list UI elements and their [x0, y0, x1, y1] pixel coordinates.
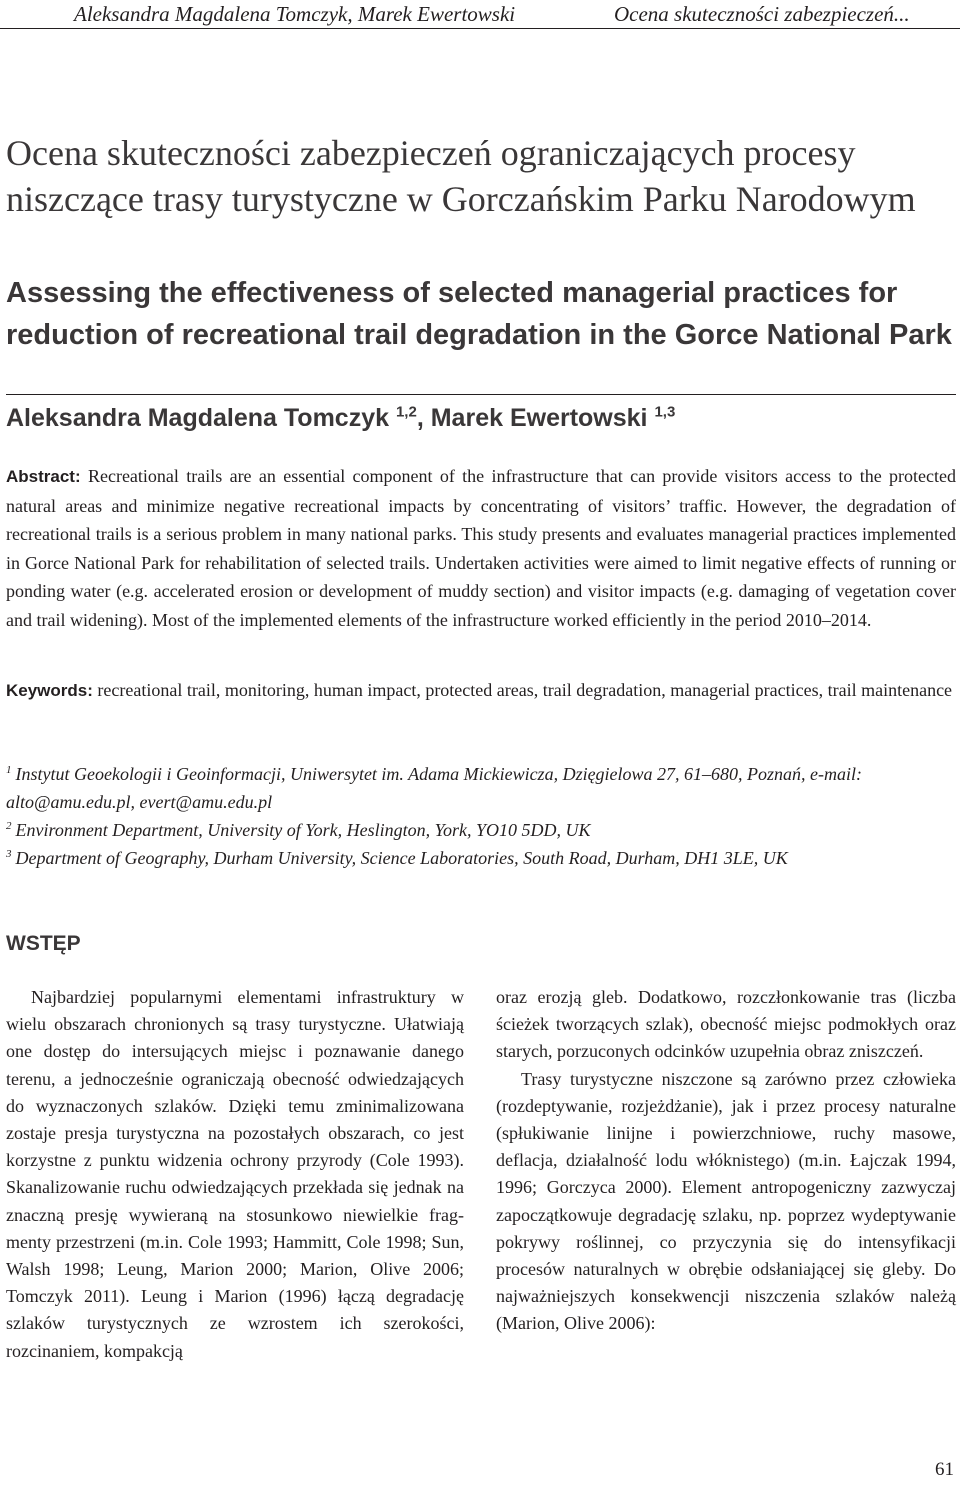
- author-affiliation-sup: 1,2: [395, 403, 417, 421]
- body-column-left: [6, 984, 464, 1365]
- affiliation-number: 1: [6, 764, 12, 776]
- page-number: 61: [935, 1459, 954, 1480]
- author-name: Aleksandra Magdalena Tomczyk: [6, 404, 390, 432]
- author-line: [6, 400, 956, 436]
- author-affiliation-sup: 1,3: [654, 403, 676, 421]
- affiliation-item: [6, 816, 956, 844]
- body-paragraph: Najbardziej popularnymi elementami infrastruktury w wielu obszarach chronionych są trasy turystyczne. Ułatwiają one dostęp do intersujących miejsc i poznawanie danego terenu, a jednocześnie ograniczają obecność odwiedzających do wyznaczonych szlaków. Dzięki temu zminimalizowana zostaje presja turystyczna na pozostałych obszarach, co jest korzystne z punktu widzenia ochrony przyrody (Cole 1993). Skanalizowanie ruchu odwiedzających przekłada się jednak na znaczną presję wywieraną na stosunkowo niewielkie fragmenty przestrzeni (m.in. Cole 1993; Hammitt, Cole 1998; Sun, Walsh 1998; Leung, Marion 2000; Marion, Olive 2006; Tomczyk 2011). Leung i Marion (1996) łączą degradację szlaków turystycznych ze wzrostem ich szerokości, rozcinaniem, kompakcją: [6, 987, 464, 1361]
- abstract: [6, 462, 956, 634]
- author-separator: ,: [416, 404, 431, 432]
- running-header: [0, 0, 960, 29]
- affiliation-text: Instytut Geoekologii i Geoinformacji, Uniwersytet im. Adama Mickiewicza, Dzięgielowa 27, 61–680, Poznań, e-mail: alto@amu.edu.pl, evert@amu.edu.pl: [6, 764, 863, 812]
- affiliation-number: 3: [6, 848, 12, 860]
- body-paragraph: Trasy turystyczne niszczone są zarówno przez człowieka (rozdeptywanie, rozjeżdżanie), jak i przez procesy naturalne (spłukiwanie linijne i powierzchniowe, ruchy masowe, deflacja, działalność lodu włóknistego) (m.in. Łajczak 1994, 1996; Gorczyca 2000). Element antropogeniczny zazwyczaj zapoczątkowuje degradację szlaku, np. poprzez wydeptywanie pokrywy roślinnej, co przyczynia się do intensyfikacji procesów naturalnych w obrębie odsłaniającej się gleby. Do najważniejszych konsekwencji niszczenia szlaków należą (Marion, Olive 2006):: [496, 1068, 956, 1334]
- running-header-title: Ocena skuteczności zabezpieczeń...: [614, 2, 910, 26]
- affiliation-text: Department of Geography, Durham University, Science Laboratories, South Road, Durham, DH1 3LE, UK: [15, 848, 788, 868]
- body-column-right: [496, 984, 956, 1338]
- paper-title-english: Assessing the effectiveness of selected managerial practices for reduction of recreational trail degradation in the Gorce National Park: [6, 277, 952, 351]
- author-name: Marek Ewertowski: [430, 404, 648, 432]
- running-header-authors: Aleksandra Magdalena Tomczyk, Marek Ewertowski: [74, 2, 516, 26]
- affiliation-item: [6, 844, 956, 872]
- abstract-text: Recreational trails are an essential component of the infrastructure that can provide visitors access to the protected natural areas and minimize negative recreational impacts by concentrating of visitors’ traffic. However, the degradation of recreational trails is a serious problem in many national parks. This study presents and evaluates managerial practices implemented in Gorce National Park for rehabilitation of selected trails. Undertaken activities were aimed to limit negative effects of running or ponding water (e.g. accelerated erosion or development of muddy section) and visitor impacts (e.g. damaging of vegetation cover and trail widening). Most of the implemented elements of the infrastructure worked efficiently in the period 2010–2014.: [6, 466, 957, 630]
- abstract-label: Abstract:: [6, 467, 81, 486]
- author-divider: [6, 394, 956, 395]
- affiliation-item: [6, 760, 956, 816]
- affiliation-text: Environment Department, University of York, Heslington, York, YO10 5DD, UK: [15, 820, 591, 840]
- keywords-text: recreational trail, monitoring, human impact, protected areas, trail degradation, managerial practices, trail maintenance: [97, 680, 953, 700]
- keywords-label: Keywords:: [6, 681, 93, 700]
- body-paragraph: oraz erozją gleb. Dodatkowo, rozczłonkowanie tras (liczba ścieżek tworzących szlak), obecność miejsc podmokłych oraz starych, porzuconych odcinków uzupełnia obraz zniszczeń.: [496, 987, 956, 1062]
- affiliation-number: 2: [6, 820, 12, 832]
- affiliations: [6, 760, 956, 872]
- section-heading: WSTĘP: [6, 932, 81, 955]
- paper-title-polish: Ocena skuteczności zabezpieczeń ograniczających procesy niszczące trasy turystyczne w Gorczańskim Parku Narodowym: [6, 133, 916, 219]
- keywords: [6, 676, 956, 706]
